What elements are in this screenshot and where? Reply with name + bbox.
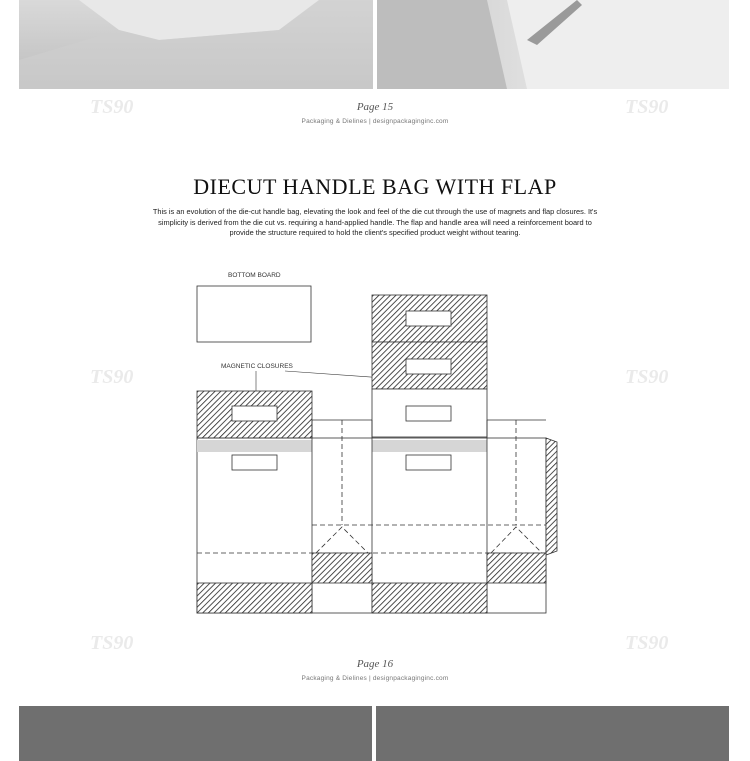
product-photo-right bbox=[377, 0, 729, 89]
bottom-gusset-hatch-right bbox=[487, 553, 546, 583]
watermark: TS90 bbox=[90, 632, 134, 654]
dashed-fold-lines bbox=[197, 420, 546, 553]
watermark: TS90 bbox=[625, 96, 669, 118]
watermark: TS90 bbox=[625, 632, 669, 654]
watermark: TS90 bbox=[90, 366, 134, 388]
top-flap-3-cutout bbox=[406, 406, 451, 421]
page-number-top: Page 15 bbox=[356, 101, 394, 113]
bottom-panel-hatch-right bbox=[372, 583, 487, 613]
reinforcement-band-left bbox=[197, 440, 312, 452]
body-handle-cutout-right bbox=[406, 455, 451, 470]
bottom-gusset-hatch-left bbox=[312, 553, 372, 583]
top-flap-1-cutout bbox=[406, 311, 451, 326]
photo-right-shapes bbox=[377, 0, 729, 89]
page-number-bottom: Page 16 bbox=[356, 658, 394, 670]
product-photo-left bbox=[19, 0, 373, 89]
photo-left-shapes bbox=[19, 0, 373, 89]
bottom-panel-hatch-left bbox=[197, 583, 312, 613]
page-footer-bottom: Packaging & Dielines | designpackaginginc.com bbox=[301, 675, 449, 682]
page-footer-top: Packaging & Dielines | designpackaginginc.com bbox=[301, 118, 449, 125]
bottom-board bbox=[197, 286, 311, 342]
glue-tab bbox=[546, 438, 557, 555]
body-handle-cutout-left bbox=[232, 455, 277, 470]
product-photo-bottom-right bbox=[376, 706, 729, 761]
top-flap-2-cutout bbox=[406, 359, 451, 374]
bottom-board-label: BOTTOM BOARD bbox=[228, 272, 281, 279]
dieline-diagram bbox=[0, 255, 750, 615]
article-description: This is an evolution of the die-cut handle bag, elevating the look and feel of the die cut through the use of magnets and flap closures. It's simplicity is derived from the die cut vs. requiring a hand-applied handle. The flap and handle area will need a reinforcement board to provide the structure required to hold the client's specified product weight without tearing. bbox=[152, 207, 598, 237]
watermark: TS90 bbox=[625, 366, 669, 388]
watermark: TS90 bbox=[90, 96, 134, 118]
reinforcement-band-right bbox=[372, 440, 487, 452]
article-title: DIECUT HANDLE BAG WITH FLAP bbox=[193, 174, 557, 199]
magnetic-closures-label: MAGNETIC CLOSURES bbox=[221, 363, 293, 370]
left-flap-handle-cutout bbox=[232, 406, 277, 421]
product-photo-bottom-left bbox=[19, 706, 372, 761]
